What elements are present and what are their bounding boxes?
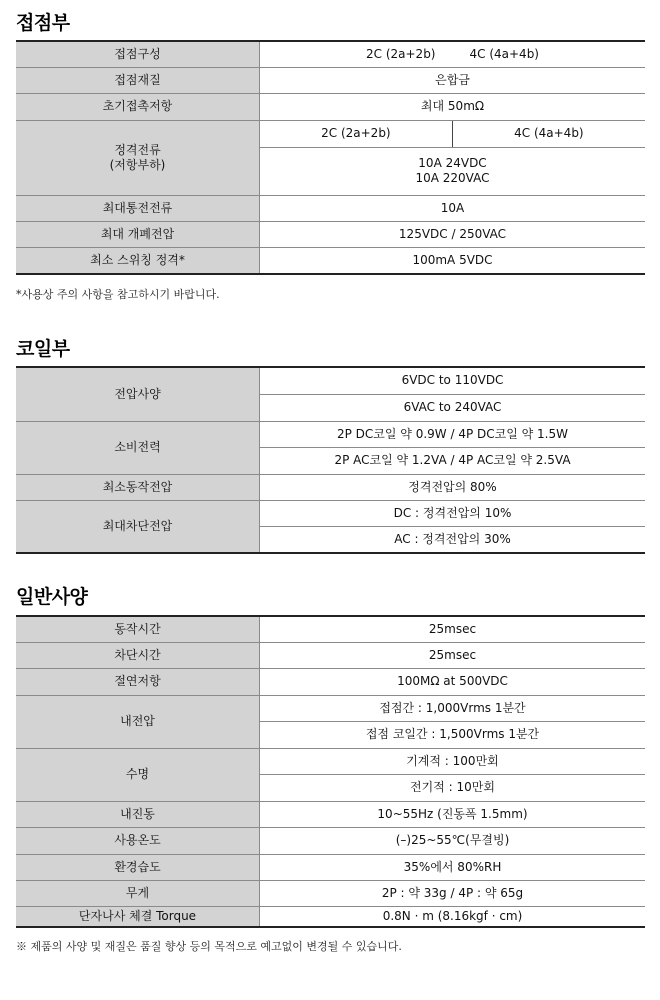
general-insulation-value: 100MΩ at 500VDC (260, 668, 646, 695)
general-life-mech: 기계적 : 100만회 (260, 748, 646, 774)
rated-label-line1: 정격전류 (114, 142, 161, 157)
footer-note: ※ 제품의 사양 및 재질은 품질 향상 등의 목적으로 예고없이 변경될 수 있습니다. (16, 940, 402, 953)
general-life-label: 수명 (16, 748, 260, 801)
table-row (16, 247, 645, 274)
contact-config-label: 접점구성 (16, 41, 260, 67)
table-row (16, 616, 645, 642)
coil-spec-table (16, 366, 645, 554)
general-dielectric-coil: 접점 코일간 : 1,500Vrms 1분간 (260, 721, 646, 748)
general-weight-label: 무게 (16, 880, 260, 906)
rated-value-line2: 10A 220VAC (415, 171, 490, 185)
coil-min-op-label: 최소동작전압 (16, 474, 260, 500)
coil-voltage-label: 전압사양 (16, 367, 260, 421)
table-row (16, 500, 645, 526)
general-section-title: 일반사양 (16, 586, 88, 608)
table-row (16, 474, 645, 500)
general-life-elec: 전기적 : 10만회 (260, 774, 646, 801)
contact-resistance-value: 최대 50mΩ (260, 93, 646, 120)
general-insulation-label: 절연저항 (16, 668, 260, 695)
table-row (16, 93, 645, 120)
coil-section-title: 코일부 (16, 338, 70, 360)
table-row (16, 880, 645, 906)
general-torque-value: 0.8N · m (8.16kgf · cm) (260, 906, 646, 927)
coil-min-op-value: 정격전압의 80% (260, 474, 646, 500)
general-vibration-value: 10~55Hz (진동폭 1.5mm) (260, 801, 646, 827)
contact-max-current-label: 최대통전전류 (16, 195, 260, 221)
contact-rated-value (260, 147, 646, 195)
table-row (16, 668, 645, 695)
general-dielectric-label: 내전압 (16, 695, 260, 748)
general-spec-table (16, 615, 645, 928)
table-row (16, 642, 645, 668)
general-op-time-label: 동작시간 (16, 616, 260, 642)
general-humidity-value: 35%에서 80%RH (260, 854, 646, 880)
contact-material-label: 접점재질 (16, 67, 260, 93)
coil-max-drop-label: 최대차단전압 (16, 500, 260, 553)
general-op-time-value: 25msec (260, 616, 646, 642)
table-row (16, 801, 645, 827)
table-row (16, 195, 645, 221)
general-torque-label: 단자나사 체결 Torque (16, 906, 260, 927)
general-release-label: 차단시간 (16, 642, 260, 668)
contact-max-current-value: 10A (260, 195, 646, 221)
contact-rated-col-a: 2C (2a+2b) (260, 120, 453, 147)
contact-spec-table (16, 40, 645, 275)
coil-voltage-ac: 6VAC to 240VAC (260, 394, 646, 421)
contact-config-value (260, 41, 646, 67)
coil-voltage-dc: 6VDC to 110VDC (260, 367, 646, 394)
general-dielectric-contact: 접점간 : 1,000Vrms 1분간 (260, 695, 646, 721)
coil-power-label: 소비전력 (16, 421, 260, 474)
table-row (16, 421, 645, 447)
contact-config-b: 4C (4a+4b) (469, 46, 539, 61)
general-release-value: 25msec (260, 642, 646, 668)
contact-section-title: 접점부 (16, 12, 70, 34)
table-row (16, 827, 645, 854)
general-temp-label: 사용온도 (16, 827, 260, 854)
contact-config-a: 2C (2a+2b) (366, 46, 436, 61)
table-row (16, 367, 645, 394)
contact-min-switch-label: 최소 스위칭 정격* (16, 247, 260, 274)
contact-min-switch-value: 100mA 5VDC (260, 247, 646, 274)
general-vibration-label: 내진동 (16, 801, 260, 827)
contact-max-switch-label: 최대 개폐전압 (16, 221, 260, 247)
table-row (16, 120, 645, 147)
table-row (16, 221, 645, 247)
general-humidity-label: 환경습도 (16, 854, 260, 880)
table-row (16, 854, 645, 880)
rated-value-line1: 10A 24VDC (418, 156, 487, 170)
contact-note: *사용상 주의 사항을 참고하시기 바랍니다. (16, 288, 220, 301)
coil-power-ac: 2P AC코일 약 1.2VA / 4P AC코일 약 2.5VA (260, 447, 646, 474)
table-row (16, 748, 645, 774)
table-row (16, 67, 645, 93)
contact-resistance-label: 초기접촉저항 (16, 93, 260, 120)
contact-rated-label (16, 120, 260, 195)
contact-max-switch-value: 125VDC / 250VAC (260, 221, 646, 247)
table-row (16, 41, 645, 67)
table-row (16, 906, 645, 927)
contact-material-value: 은합금 (260, 67, 646, 93)
coil-max-drop-ac: AC : 정격전압의 30% (260, 526, 646, 553)
contact-rated-col-b: 4C (4a+4b) (452, 120, 645, 147)
rated-label-line2: (저항부하) (109, 157, 166, 172)
table-row (16, 695, 645, 721)
general-weight-value: 2P : 약 33g / 4P : 약 65g (260, 880, 646, 906)
coil-max-drop-dc: DC : 정격전압의 10% (260, 500, 646, 526)
general-temp-value: (–)25~55℃(무결빙) (260, 827, 646, 854)
coil-power-dc: 2P DC코일 약 0.9W / 4P DC코일 약 1.5W (260, 421, 646, 447)
